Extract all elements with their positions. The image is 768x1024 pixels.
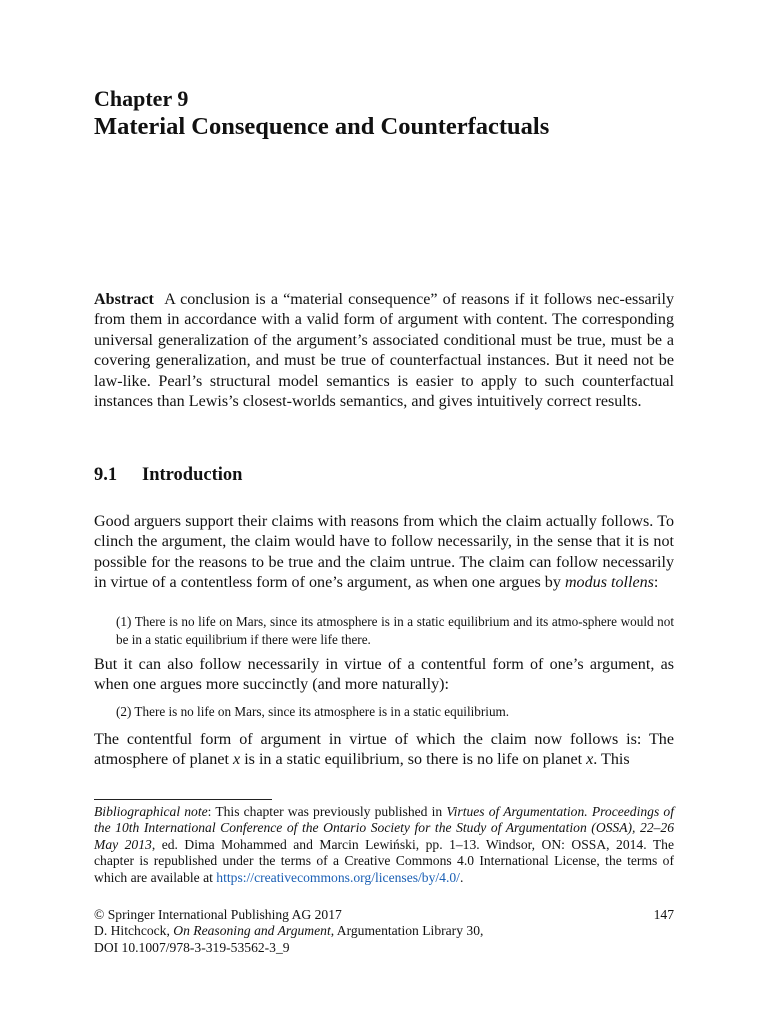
footnote-venue: Virtues of Argumentation. Proceedings of the 10th International Conference of the Ontario Society for the Study of Argumentation (OSSA), <box>94 804 674 836</box>
license-link[interactable]: https://creativecommons.org/licenses/by/4.0/ <box>216 869 460 885</box>
section-title: Introduction <box>142 465 243 485</box>
copyright-line: © Springer International Publishing AG 2017 <box>94 907 342 922</box>
abstract-label: Abstract <box>94 291 154 308</box>
citation-book-title: On Reasoning and Argument <box>173 923 331 939</box>
p3-a: The contentful form of argument in virtue of which the claim now follows is: The atmosphere of planet <box>94 731 674 769</box>
example-1: (1) There is no life on Mars, since its atmosphere is in a static equilibrium and its atmo-sphere would not be in a static equilibrium if there were life there. <box>116 614 674 648</box>
footnote-rule <box>94 799 272 800</box>
p1-end: : <box>653 574 659 592</box>
body-paragraph-3 <box>94 730 674 771</box>
body-paragraph-2: But it can also follow necessarily in virtue of a contentful form of one’s argument, as when one argues more succinctly (and more naturally): <box>94 656 674 694</box>
p3-b: is in a static equilibrium, so there is no life on planet <box>244 751 583 769</box>
footnote-date: 22–26 May 2013 <box>94 820 674 852</box>
chapter-title: Material Consequence and Counterfactuals <box>94 113 550 140</box>
citation-line <box>94 923 674 939</box>
chapter-label: Chapter 9 <box>94 86 189 111</box>
p1-text: Good arguers support their claims with reasons from which the claim actually follows. To clinch the argument, the claim would have to follow necessarily, in the sense that it is not possible for the reasons to be true and the claim untrue. The claim can follow necessarily in virtue of a contentless form of one’s argument, as when one argues by <box>94 513 674 592</box>
citation-series: , Argumentation Library 30, <box>330 923 484 939</box>
abstract <box>94 290 674 412</box>
page-number: 147 <box>653 907 674 922</box>
section-number: 9.1 <box>94 465 118 485</box>
p3-c: . This <box>593 751 630 769</box>
footnote-t1: : This chapter was previously published in <box>207 804 443 819</box>
footnote-t2: , ed. Dima Mohammed and Marcin Lewiński, pp. 1–13. Windsor, ON: OSSA, 2014. The chapter is republished under the terms of a Creative Commons 4.0 International License, the terms of which are available at <box>94 836 674 885</box>
abstract-text: A conclusion is a “material consequence” of reasons if it follows nec-essarily from them in accordance with a valid form of argument with content. The corresponding universal generalization of the argument’s associated conditional must be true, must be a covering generalization, and must be true of counterfactual instances. But it need not be law-like. Pearl’s structural model semantics is easier to apply to such counterfactual instances than Lewis’s closest-worlds semantics, and gives intuitively correct results. <box>94 291 675 411</box>
p3-var2: x <box>586 751 594 769</box>
example-2: (2) There is no life on Mars, since its atmosphere is in a static equilibrium. <box>116 704 510 719</box>
p1-italic: modus tollens <box>564 574 654 592</box>
footnote <box>94 804 674 886</box>
section-heading <box>94 465 242 486</box>
p3-var1: x <box>233 751 241 769</box>
footnote-t3: . <box>459 869 464 885</box>
citation-author: D. Hitchcock, <box>94 923 170 939</box>
footnote-label: Bibliographical note <box>94 804 208 819</box>
body-paragraph-1 <box>94 512 674 594</box>
colophon <box>94 907 674 956</box>
doi-line: DOI 10.1007/978-3-319-53562-3_9 <box>94 939 290 955</box>
